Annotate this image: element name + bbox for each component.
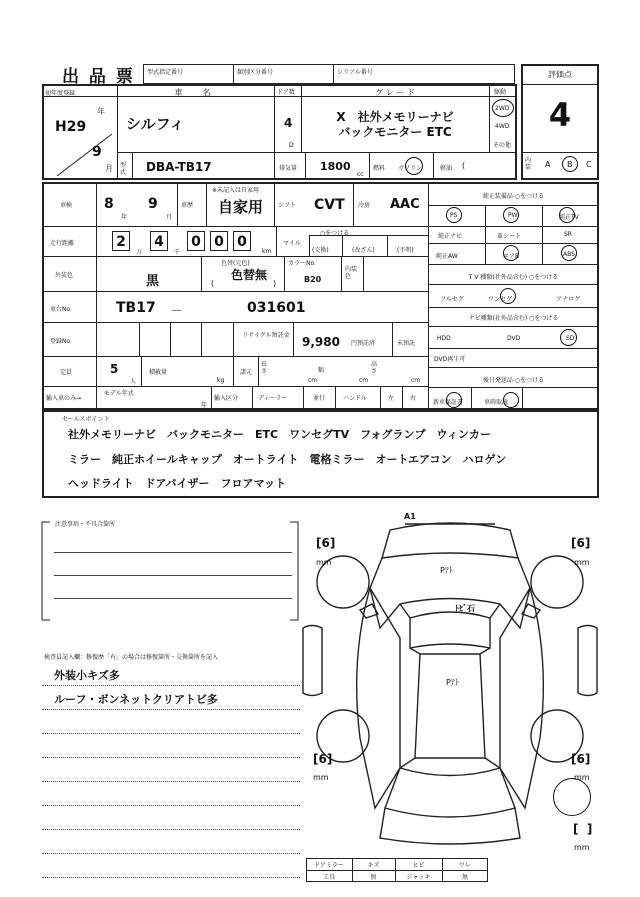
sales-line-1: 社外メモリーナビ バックモニター ETC ワンセグTV フォグランプ ウィンカー xyxy=(68,428,491,441)
repaint-label: 色替(元色) xyxy=(221,260,250,267)
capacity-unit: 人 xyxy=(130,378,137,385)
model-year-unit: 年 xyxy=(201,402,208,409)
opt-sr: SR xyxy=(564,231,572,238)
import-parallel: 並行 xyxy=(313,395,326,402)
import-class-label: 輸入区分 xyxy=(214,395,239,402)
mileage-label: 走行距離 xyxy=(50,240,75,247)
dim-length: 長さ xyxy=(261,361,268,375)
drive-4wd: 4WD xyxy=(495,123,510,130)
damage-tobi: ﾄﾋﾞ石 xyxy=(455,604,475,613)
later-manual: 車両取説 xyxy=(484,399,509,406)
legend-val-tools: 工具 xyxy=(322,874,335,881)
damage-p-rear: Pｱﾄ xyxy=(446,678,459,687)
interior-b-circle xyxy=(562,156,578,172)
history-label: 車歴 xyxy=(181,202,194,209)
dim-width-unit: cm xyxy=(359,377,369,384)
color-label: 外装色 xyxy=(55,272,74,279)
dim-height: 高さ xyxy=(371,361,378,375)
inspector-label: 検査員記入欄：修復歴「有」の場合は修復箇所・交換箇所を記入 xyxy=(44,654,219,661)
color-no-value: B20 xyxy=(304,275,322,284)
mile-tampered: (改ざん) xyxy=(352,247,375,254)
load-label: 積載量 xyxy=(149,369,168,376)
chassis-number: 031601 xyxy=(247,300,306,316)
mileage-km: km xyxy=(262,248,272,255)
shift-value: CVT xyxy=(314,197,345,213)
damage-p-front: Pｱﾄ xyxy=(440,566,453,575)
header-fields xyxy=(143,64,515,84)
legend-header-mirror: ドアミラー xyxy=(314,862,344,869)
handle-left: 左 xyxy=(388,395,395,402)
tire-rr-bracket: [6] xyxy=(571,752,591,766)
navi-hdd: HDD xyxy=(437,335,451,342)
recycle-unpaid: 未預託 xyxy=(397,340,416,347)
inspection-month-unit: 月 xyxy=(166,214,173,221)
opt-abs: ABS xyxy=(563,251,575,258)
serial-number-label: シリアル番号 xyxy=(337,69,373,76)
doors-value: 4 xyxy=(284,116,293,130)
chassis-label: 車台No. xyxy=(50,306,72,313)
load-unit: kg xyxy=(217,377,225,384)
navi-dvd: DVD xyxy=(507,335,521,342)
first-reg-label: 初年度登録 xyxy=(45,90,76,97)
mileage-digit: 0 xyxy=(187,231,205,251)
tire-fl-value: 6 xyxy=(321,536,330,550)
chassis-dash: － xyxy=(170,304,184,319)
mile-label: マイル xyxy=(283,240,301,247)
chassis-prefix: TB17 xyxy=(116,300,156,316)
legend-header-crack: ヒビ xyxy=(412,862,425,869)
inspection-month: 9 xyxy=(148,196,158,212)
legend-header-break: ワレ xyxy=(458,862,471,869)
model-value: DBA-TB17 xyxy=(146,160,212,174)
tire-rr-value: 6 xyxy=(576,752,585,766)
opt-airbag: エアB xyxy=(503,253,520,260)
fuel-label: 燃料 xyxy=(373,165,386,172)
mileage-digit: 0 xyxy=(233,231,251,251)
grade-line2: バックモニター ETC xyxy=(338,125,452,139)
first-reg-year: H29 xyxy=(55,119,87,135)
opt-navi: 純正ナビ xyxy=(438,233,463,240)
navi-sd: SD xyxy=(566,335,575,342)
tv-oneseg: ワンセグ xyxy=(488,296,513,303)
handle-right: 右 xyxy=(410,395,417,402)
tv-title: T V 種類(社外品含む) ○をつける xyxy=(468,274,559,281)
first-reg-month: 9 xyxy=(92,144,102,160)
grade-label: グ レ ー ド xyxy=(375,88,415,97)
month-unit: 月 xyxy=(105,164,113,173)
color-value: 黒 xyxy=(146,274,160,289)
opt-ps-circle xyxy=(446,207,462,223)
import-dealer: ディーラー xyxy=(258,395,288,402)
date-diagonal xyxy=(42,96,117,180)
mileage-man: 万 xyxy=(136,249,143,256)
sales-line-2: ミラー 純正ホイールキャップ オートライト 電格ミラー オートエアコン ハロゲン xyxy=(68,453,507,466)
opt-tv: 純正TV xyxy=(559,214,579,221)
reg-no-label: 登録No. xyxy=(50,338,72,345)
inspection-label: 車検 xyxy=(60,202,73,209)
recycle-value: 9,980 xyxy=(302,335,340,349)
drive-2wd-circle xyxy=(492,99,514,117)
opt-pw: PW xyxy=(508,212,518,219)
dim-length-unit: cm xyxy=(308,377,318,384)
legend-val-jack: ジャッキ xyxy=(406,874,431,881)
navi-sd-circle xyxy=(560,329,577,346)
type-designation-label: 型式指定番号 xyxy=(147,69,184,76)
notes-label: 注意事項・不具合箇所 xyxy=(55,521,116,528)
recycle-unit: 円預託済 xyxy=(351,340,376,347)
displacement-value: 1800 xyxy=(320,160,351,173)
dvd-play: DVD再生可 xyxy=(434,356,466,363)
repaint-paren-open: ( xyxy=(211,279,215,288)
ac-label: 冷房 xyxy=(358,202,371,209)
opt-tv-circle xyxy=(559,207,575,223)
legend-header-scratch: キズ xyxy=(367,862,380,869)
score-label: 評価点 xyxy=(548,70,572,79)
recycle-label: リサイクル預託金 xyxy=(242,332,290,339)
fuel-paren: ( xyxy=(462,161,466,170)
dim-width: 幅 xyxy=(318,367,325,374)
handle-label: ハンドル xyxy=(343,395,368,402)
interior-b: B xyxy=(567,160,573,169)
mileage-digit: 2 xyxy=(112,231,130,251)
mile-exchange: (交換) xyxy=(312,247,329,254)
sales-line-3: ヘッドライト ドアバイザー フロアマット xyxy=(68,477,287,490)
drive-2wd: 2WD xyxy=(495,105,510,112)
score-value: 4 xyxy=(548,96,572,134)
inspector-note-2: ルーフ・ボンネットクリアトビ多 xyxy=(54,693,218,706)
later-title: 後日発送品 ○をつける xyxy=(482,377,545,384)
spare-tire-unit: mm xyxy=(574,843,590,852)
drive-other: その他 xyxy=(493,142,512,149)
tv-analog: アナログ xyxy=(556,296,581,303)
inspection-year: 8 xyxy=(104,196,114,212)
model-label: 型式 xyxy=(120,162,127,176)
legend-val-none-2: 無 xyxy=(461,874,468,881)
import-label: 輸入車のみ→ xyxy=(46,395,82,402)
tire-rl-value: 6 xyxy=(318,752,327,766)
doors-label: ドア数 xyxy=(277,89,295,96)
interior-label: 内装 xyxy=(525,157,532,171)
car-name: シルフィ xyxy=(126,115,185,133)
opt-abs-circle xyxy=(561,245,577,261)
interior-c: C xyxy=(586,160,592,169)
legend-val-none-1: 無 xyxy=(370,874,377,881)
ac-value: AAC xyxy=(390,197,420,212)
spare-tire-bracket: [ ] xyxy=(573,822,593,836)
car-name-label: 車 名 xyxy=(174,88,217,97)
capacity-value: 5 xyxy=(110,362,119,376)
interior-a: A xyxy=(545,160,551,169)
interior-color-label: 内装色 xyxy=(345,266,358,280)
year-unit: 年 xyxy=(97,107,105,116)
model-year-label: モデル年式 xyxy=(104,390,134,397)
history-note: ※未記入は自家用 xyxy=(212,187,260,194)
spare-tire-circle xyxy=(553,778,591,816)
opt-ps: PS xyxy=(450,212,458,219)
damage-a1: A1 xyxy=(404,512,416,521)
shift-label: シフト xyxy=(278,202,297,209)
tire-rl-unit: mm xyxy=(313,773,329,782)
mile-unknown: (不明) xyxy=(397,247,414,254)
inspector-note-1: 外装小キズ多 xyxy=(54,669,120,682)
dim-height-unit: cm xyxy=(411,377,421,384)
opt-leather: 革シート xyxy=(497,233,522,240)
tv-fullseg: フルセグ xyxy=(440,296,464,303)
sales-points-label: セールスポイント xyxy=(62,416,110,423)
tire-rl-bracket: [6] xyxy=(313,752,333,766)
mileage-digit: 4 xyxy=(150,231,168,251)
tire-fr-bracket: [6] xyxy=(571,536,591,550)
later-warranty: 新車保証書 xyxy=(433,399,464,406)
tire-fl-unit: mm xyxy=(316,558,332,567)
page-title: 出 品 票 xyxy=(62,67,135,87)
repaint-paren-close: ) xyxy=(273,279,277,288)
opt-aw: 純正AW xyxy=(436,253,458,260)
mileage-digit: 0 xyxy=(210,231,228,251)
tire-fr-unit: mm xyxy=(574,558,590,567)
inspection-year-unit: 年 xyxy=(121,214,128,221)
fuel-diesel: 軽油 xyxy=(440,165,453,172)
fuel-gasoline-circle xyxy=(405,157,423,175)
mileage-sen: 千 xyxy=(174,249,181,256)
options-title: 純正装備品 ○をつける xyxy=(482,193,545,200)
dims-label: 諸元 xyxy=(240,369,253,376)
repaint-value: 色替無 xyxy=(231,268,268,282)
capacity-label: 定員 xyxy=(60,369,73,376)
later-warranty-circle xyxy=(446,392,462,408)
tire-fr-value: 6 xyxy=(576,536,585,550)
history-value: 自家用 xyxy=(218,198,264,216)
category-number-label: 類別区分番号 xyxy=(237,69,274,76)
tire-rr-unit: mm xyxy=(574,773,590,782)
tire-fl-bracket: [6] xyxy=(316,536,336,550)
drive-label: 駆動 xyxy=(494,89,507,96)
fuel-gasoline: ガソリン xyxy=(398,165,423,172)
doors-unit: D xyxy=(289,142,294,149)
navi-title: ナビ種類(社外品含む) ○をつける xyxy=(468,315,559,322)
opt-pw-circle xyxy=(503,207,519,223)
color-no-label: カラーNo. xyxy=(288,260,316,267)
circle-note: ○をつける xyxy=(320,230,350,237)
opt-airbag-circle xyxy=(503,245,519,261)
displacement-unit: cc xyxy=(357,171,364,178)
grade-line1: X 社外メモリーナビ xyxy=(336,110,454,124)
displacement-label: 排気量 xyxy=(279,165,298,172)
tv-oneseg-circle xyxy=(500,288,516,304)
later-manual-circle xyxy=(503,392,519,408)
